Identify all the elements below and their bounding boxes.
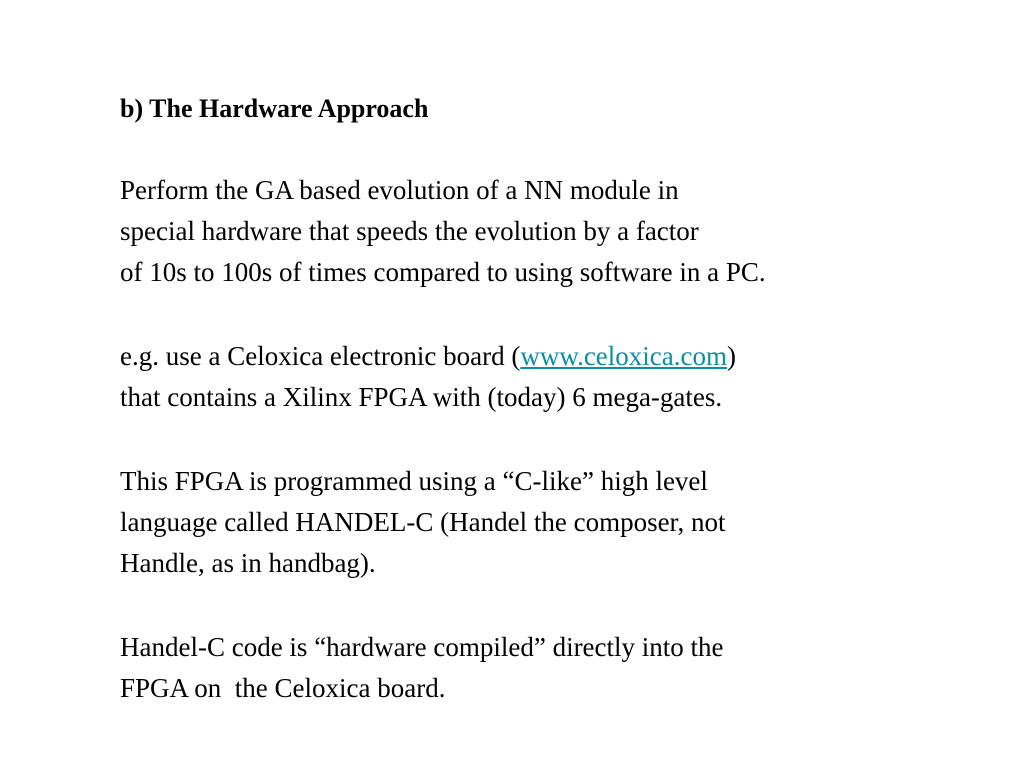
paragraph-celoxica-board bbox=[120, 336, 1000, 418]
text-fragment: e.g. use a Celoxica electronic board ( bbox=[120, 341, 521, 371]
paragraph-line: Handel-C code is “hardware compiled” directly into the bbox=[120, 632, 724, 662]
slide-heading: b) The Hardware Approach bbox=[120, 94, 429, 123]
slide-content bbox=[120, 88, 1000, 752]
paragraph-line: of 10s to 100s of times compared to using software in a PC. bbox=[120, 257, 766, 287]
paragraph-line: Handle, as in handbag). bbox=[120, 548, 376, 578]
paragraph-hardware-compiled bbox=[120, 627, 1000, 709]
paragraph-line: that contains a Xilinx FPGA with (today) 6 mega-gates. bbox=[120, 382, 723, 412]
text-fragment: ) bbox=[727, 341, 736, 371]
paragraph-line bbox=[120, 336, 1000, 377]
celoxica-link[interactable]: www.celoxica.com bbox=[520, 341, 727, 371]
paragraph-line: FPGA on the Celoxica board. bbox=[120, 673, 446, 703]
paragraph-hardware-evolution bbox=[120, 170, 1000, 293]
paragraph-line: special hardware that speeds the evolution by a factor bbox=[120, 216, 699, 246]
paragraph-line: Perform the GA based evolution of a NN module in bbox=[120, 175, 679, 205]
paragraph-handel-c-language bbox=[120, 461, 1000, 584]
paragraph-line: This FPGA is programmed using a “C-like” high level bbox=[120, 466, 708, 496]
paragraph-line: language called HANDEL-C (Handel the composer, not bbox=[120, 507, 726, 537]
